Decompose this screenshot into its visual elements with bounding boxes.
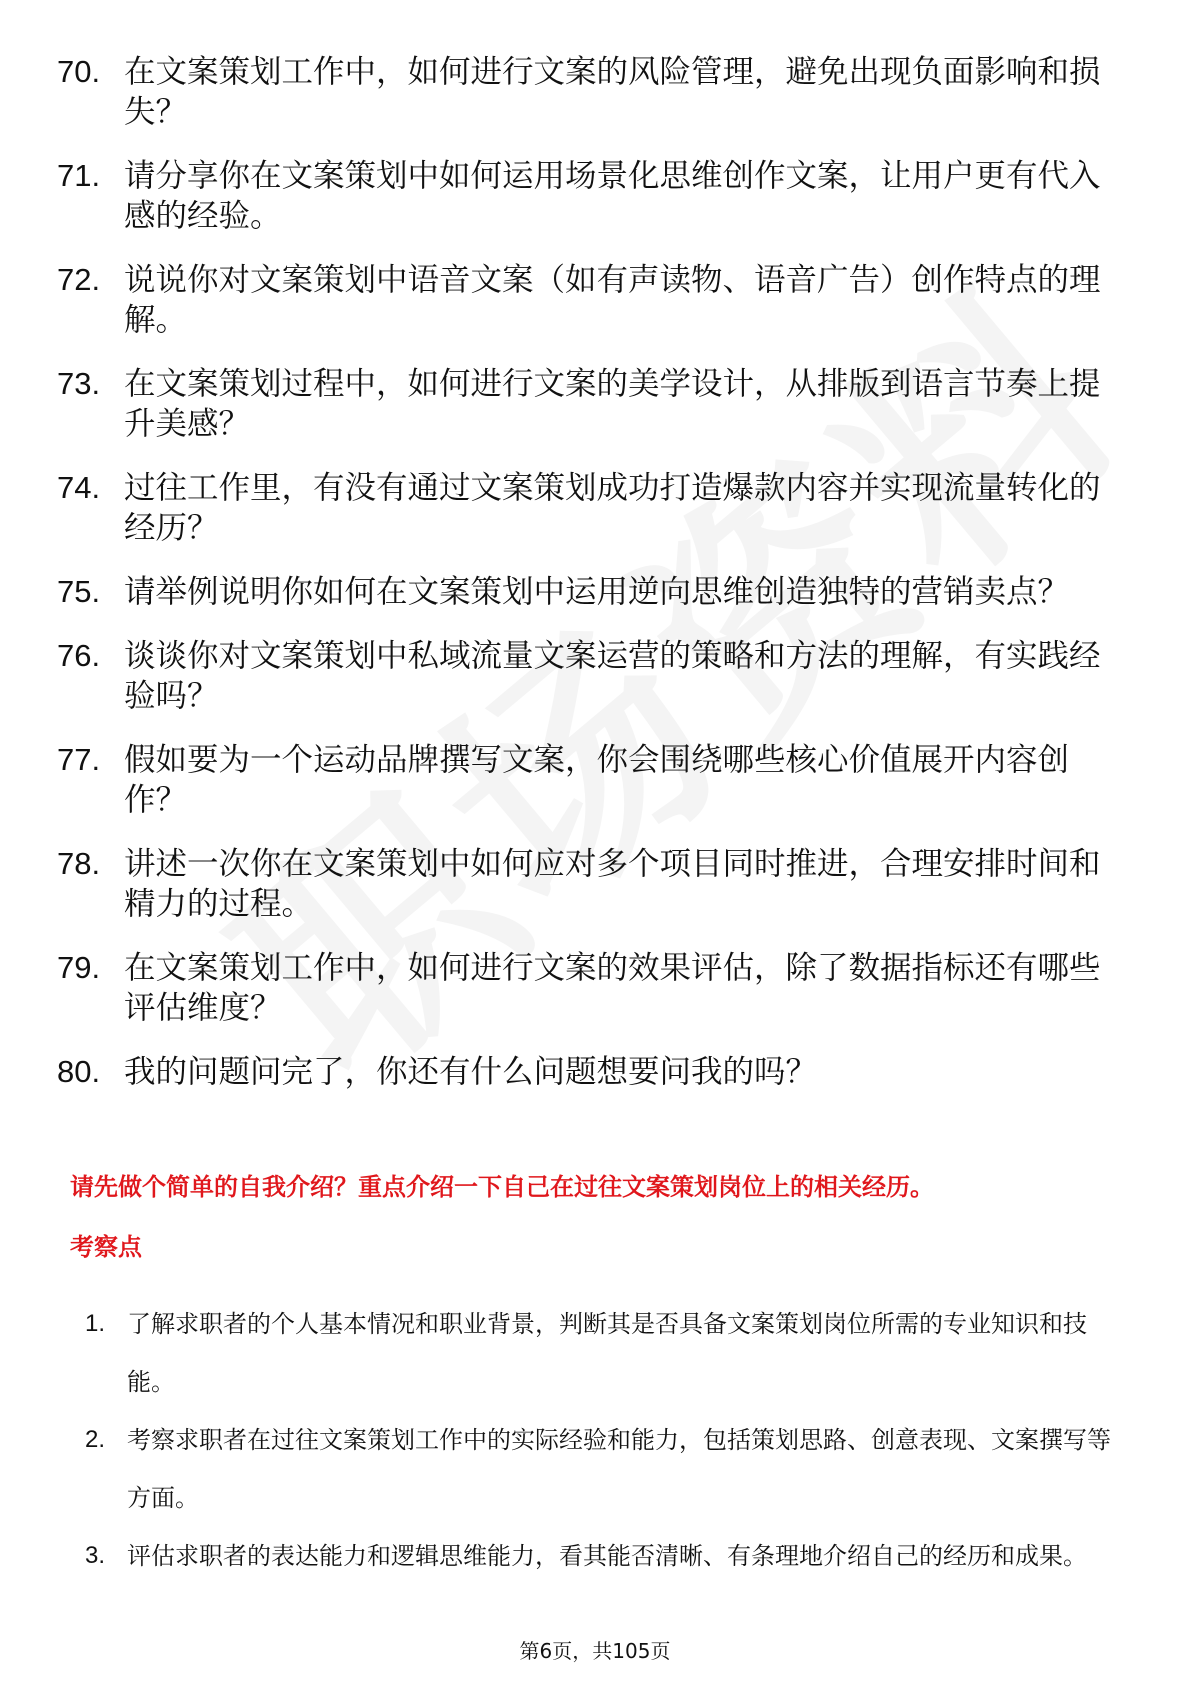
assessment-point-item [85, 1295, 1125, 1411]
question-text: 在文案策划工作中，如何进行文案的风险管理，避免出现负面影响和损失？ [124, 54, 1101, 130]
question-item [57, 156, 1137, 236]
question-number: 71. [57, 158, 101, 193]
question-text: 请分享你在文案策划中如何运用场景化思维创作文案，让用户更有代入感的经验。 [124, 158, 1101, 234]
question-item [57, 948, 1137, 1028]
question-number: 79. [57, 950, 101, 985]
assessment-point-number: 3. [85, 1542, 106, 1569]
question-text: 在文案策划过程中，如何进行文案的美学设计，从排版到语言节奏上提升美感？ [124, 366, 1101, 442]
assessment-point-number: 2. [85, 1426, 106, 1453]
assessment-point-text: 评估求职者的表达能力和逻辑思维能力，看其能否清晰、有条理地介绍自己的经历和成果。 [127, 1542, 1087, 1570]
question-number: 73. [57, 366, 101, 401]
question-item [57, 636, 1137, 716]
section-label-assessment-points: 考察点 [70, 1233, 142, 1261]
question-item [57, 364, 1137, 444]
highlight-question-title: 请先做个简单的自我介绍？重点介绍一下自己在过往文案策划岗位上的相关经历。 [70, 1173, 934, 1201]
question-number: 74. [57, 470, 101, 505]
question-item [57, 1052, 1137, 1092]
question-text: 我的问题问完了，你还有什么问题想要问我的吗？ [124, 1054, 818, 1090]
question-text: 请举例说明你如何在文案策划中运用逆向思维创造独特的营销卖点？ [124, 574, 1070, 610]
question-text: 谈谈你对文案策划中私域流量文案运营的策略和方法的理解，有实践经验吗？ [124, 638, 1101, 714]
assessment-point-number: 1. [85, 1310, 106, 1337]
question-number: 76. [57, 638, 101, 673]
question-number: 75. [57, 574, 101, 609]
question-item [57, 740, 1137, 820]
assessment-point-item [85, 1411, 1125, 1527]
question-list [57, 52, 1137, 1116]
question-text: 讲述一次你在文案策划中如何应对多个项目同时推进，合理安排时间和精力的过程。 [124, 846, 1101, 922]
assessment-point-item [85, 1527, 1125, 1585]
question-number: 80. [57, 1054, 101, 1089]
question-number: 78. [57, 846, 101, 881]
question-text: 假如要为一个运动品牌撰写文案，你会围绕哪些核心价值展开内容创作？ [124, 742, 1070, 818]
assessment-point-text: 考察求职者在过往文案策划工作中的实际经验和能力，包括策划思路、创意表现、文案撰写等方面。 [127, 1426, 1111, 1512]
question-number: 77. [57, 742, 101, 777]
question-text: 过往工作里，有没有通过文案策划成功打造爆款内容并实现流量转化的经历？ [124, 470, 1101, 546]
question-item [57, 52, 1137, 132]
question-text: 在文案策划工作中，如何进行文案的效果评估，除了数据指标还有哪些评估维度？ [124, 950, 1101, 1026]
page-footer: 第6页，共105页 [519, 1639, 671, 1663]
question-item [57, 572, 1137, 612]
question-text: 说说你对文案策划中语音文案（如有声读物、语音广告）创作特点的理解。 [124, 262, 1101, 338]
question-item [57, 844, 1137, 924]
assessment-point-text: 了解求职者的个人基本情况和职业背景，判断其是否具备文案策划岗位所需的专业知识和技能。 [127, 1310, 1087, 1396]
question-item [57, 260, 1137, 340]
question-number: 72. [57, 262, 101, 297]
question-item [57, 468, 1137, 548]
question-number: 70. [57, 54, 101, 89]
assessment-point-list [85, 1295, 1125, 1585]
